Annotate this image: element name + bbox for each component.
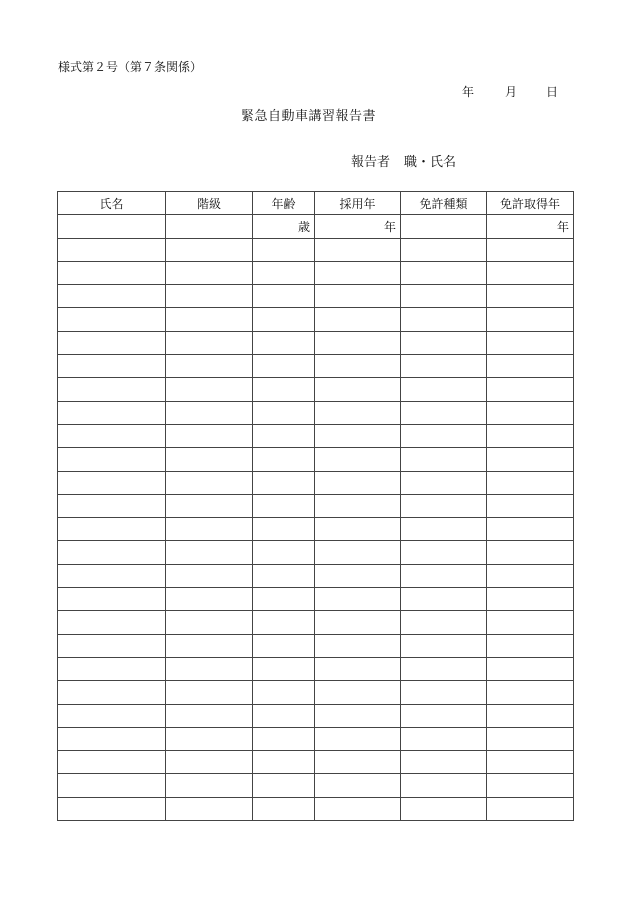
cell-age[interactable] bbox=[253, 727, 315, 750]
cell-license-type[interactable] bbox=[401, 541, 487, 564]
cell-age[interactable] bbox=[253, 285, 315, 308]
table-row bbox=[58, 727, 574, 750]
unit-row bbox=[58, 215, 574, 238]
cell-hire-year[interactable] bbox=[315, 611, 401, 634]
table-row bbox=[58, 704, 574, 727]
cell-license-type[interactable] bbox=[401, 564, 487, 587]
header-name: 氏名 bbox=[58, 192, 166, 215]
cell-age[interactable] bbox=[253, 564, 315, 587]
cell-age[interactable] bbox=[253, 704, 315, 727]
cell-license-type[interactable] bbox=[401, 634, 487, 657]
cell-hire-year[interactable] bbox=[315, 774, 401, 797]
cell-hire-year[interactable] bbox=[315, 657, 401, 680]
unit-cell-rank[interactable] bbox=[166, 215, 253, 238]
cell-rank[interactable] bbox=[166, 518, 253, 541]
unit-cell-age[interactable]: 歳 bbox=[253, 215, 315, 238]
cell-rank[interactable] bbox=[166, 401, 253, 424]
cell-name[interactable] bbox=[58, 471, 166, 494]
cell-name[interactable] bbox=[58, 681, 166, 704]
table-row bbox=[58, 797, 574, 820]
unit-cell-license-year[interactable]: 年 bbox=[487, 215, 574, 238]
cell-rank[interactable] bbox=[166, 238, 253, 261]
table-row bbox=[58, 564, 574, 587]
cell-name[interactable] bbox=[58, 448, 166, 471]
cell-age[interactable] bbox=[253, 611, 315, 634]
cell-license-year[interactable] bbox=[487, 751, 574, 774]
cell-license-type[interactable] bbox=[401, 308, 487, 331]
form-number: 様式第２号（第７条関係） bbox=[58, 60, 203, 74]
report-table bbox=[57, 191, 574, 821]
cell-rank[interactable] bbox=[166, 774, 253, 797]
cell-license-type[interactable] bbox=[401, 448, 487, 471]
cell-license-type[interactable] bbox=[401, 424, 487, 447]
header-hire-year: 採用年 bbox=[315, 192, 401, 215]
cell-name[interactable] bbox=[58, 238, 166, 261]
cell-license-type[interactable] bbox=[401, 471, 487, 494]
cell-license-year[interactable] bbox=[487, 564, 574, 587]
header-row bbox=[58, 192, 574, 215]
cell-age[interactable] bbox=[253, 634, 315, 657]
cell-license-year[interactable] bbox=[487, 588, 574, 611]
cell-rank[interactable] bbox=[166, 331, 253, 354]
cell-name[interactable] bbox=[58, 378, 166, 401]
table-row bbox=[58, 424, 574, 447]
table-row bbox=[58, 471, 574, 494]
cell-license-year[interactable] bbox=[487, 518, 574, 541]
cell-license-type[interactable] bbox=[401, 331, 487, 354]
cell-name[interactable] bbox=[58, 727, 166, 750]
cell-license-type[interactable] bbox=[401, 797, 487, 820]
cell-hire-year[interactable] bbox=[315, 308, 401, 331]
cell-license-year[interactable] bbox=[487, 308, 574, 331]
table-row bbox=[58, 751, 574, 774]
cell-age[interactable] bbox=[253, 657, 315, 680]
cell-name[interactable] bbox=[58, 518, 166, 541]
cell-name[interactable] bbox=[58, 424, 166, 447]
cell-rank[interactable] bbox=[166, 378, 253, 401]
cell-rank[interactable] bbox=[166, 751, 253, 774]
cell-hire-year[interactable] bbox=[315, 727, 401, 750]
date-month-label: 月 bbox=[505, 85, 518, 99]
cell-hire-year[interactable] bbox=[315, 261, 401, 284]
cell-license-year[interactable] bbox=[487, 727, 574, 750]
cell-rank[interactable] bbox=[166, 634, 253, 657]
cell-name[interactable] bbox=[58, 331, 166, 354]
cell-age[interactable] bbox=[253, 588, 315, 611]
cell-license-year[interactable] bbox=[487, 494, 574, 517]
table-row bbox=[58, 448, 574, 471]
cell-license-year[interactable] bbox=[487, 634, 574, 657]
date-day-label: 日 bbox=[546, 85, 559, 99]
cell-name[interactable] bbox=[58, 308, 166, 331]
cell-rank[interactable] bbox=[166, 797, 253, 820]
date-year-label: 年 bbox=[462, 85, 475, 99]
cell-name[interactable] bbox=[58, 285, 166, 308]
cell-age[interactable] bbox=[253, 355, 315, 378]
cell-rank[interactable] bbox=[166, 681, 253, 704]
cell-age[interactable] bbox=[253, 541, 315, 564]
table-row bbox=[58, 611, 574, 634]
cell-license-year[interactable] bbox=[487, 401, 574, 424]
cell-hire-year[interactable] bbox=[315, 448, 401, 471]
cell-rank[interactable] bbox=[166, 285, 253, 308]
table-row bbox=[58, 261, 574, 284]
cell-rank[interactable] bbox=[166, 308, 253, 331]
cell-name[interactable] bbox=[58, 261, 166, 284]
cell-age[interactable] bbox=[253, 471, 315, 494]
cell-age[interactable] bbox=[253, 681, 315, 704]
reporter-position-name-label: 職・氏名 bbox=[404, 155, 457, 170]
cell-license-type[interactable] bbox=[401, 494, 487, 517]
cell-license-year[interactable] bbox=[487, 378, 574, 401]
cell-hire-year[interactable] bbox=[315, 471, 401, 494]
cell-rank[interactable] bbox=[166, 471, 253, 494]
cell-name[interactable] bbox=[58, 588, 166, 611]
cell-license-year[interactable] bbox=[487, 774, 574, 797]
cell-hire-year[interactable] bbox=[315, 401, 401, 424]
header-license-type: 免許種類 bbox=[401, 192, 487, 215]
cell-license-type[interactable] bbox=[401, 611, 487, 634]
table-row bbox=[58, 518, 574, 541]
cell-rank[interactable] bbox=[166, 541, 253, 564]
cell-age[interactable] bbox=[253, 448, 315, 471]
cell-hire-year[interactable] bbox=[315, 285, 401, 308]
cell-license-year[interactable] bbox=[487, 261, 574, 284]
cell-rank[interactable] bbox=[166, 657, 253, 680]
cell-rank[interactable] bbox=[166, 448, 253, 471]
cell-license-year[interactable] bbox=[487, 238, 574, 261]
reporter-label: 報告者 bbox=[351, 155, 391, 170]
cell-license-year[interactable] bbox=[487, 448, 574, 471]
table-row bbox=[58, 681, 574, 704]
cell-hire-year[interactable] bbox=[315, 518, 401, 541]
cell-hire-year[interactable] bbox=[315, 797, 401, 820]
cell-license-type[interactable] bbox=[401, 285, 487, 308]
cell-license-year[interactable] bbox=[487, 331, 574, 354]
cell-license-year[interactable] bbox=[487, 285, 574, 308]
cell-license-type[interactable] bbox=[401, 401, 487, 424]
cell-rank[interactable] bbox=[166, 355, 253, 378]
cell-age[interactable] bbox=[253, 308, 315, 331]
cell-hire-year[interactable] bbox=[315, 378, 401, 401]
cell-name[interactable] bbox=[58, 401, 166, 424]
cell-hire-year[interactable] bbox=[315, 331, 401, 354]
cell-rank[interactable] bbox=[166, 588, 253, 611]
cell-license-type[interactable] bbox=[401, 238, 487, 261]
cell-age[interactable] bbox=[253, 751, 315, 774]
cell-name[interactable] bbox=[58, 611, 166, 634]
table-row bbox=[58, 657, 574, 680]
cell-hire-year[interactable] bbox=[315, 541, 401, 564]
cell-license-type[interactable] bbox=[401, 378, 487, 401]
cell-hire-year[interactable] bbox=[315, 751, 401, 774]
header-license-year: 免許取得年 bbox=[487, 192, 574, 215]
table-row bbox=[58, 238, 574, 261]
unit-cell-name[interactable] bbox=[58, 215, 166, 238]
cell-rank[interactable] bbox=[166, 704, 253, 727]
cell-name[interactable] bbox=[58, 541, 166, 564]
cell-rank[interactable] bbox=[166, 727, 253, 750]
cell-license-type[interactable] bbox=[401, 355, 487, 378]
cell-name[interactable] bbox=[58, 704, 166, 727]
header-age: 年齢 bbox=[253, 192, 315, 215]
cell-license-year[interactable] bbox=[487, 657, 574, 680]
cell-hire-year[interactable] bbox=[315, 704, 401, 727]
cell-license-year[interactable] bbox=[487, 611, 574, 634]
cell-license-year[interactable] bbox=[487, 471, 574, 494]
cell-license-type[interactable] bbox=[401, 518, 487, 541]
table-row bbox=[58, 401, 574, 424]
cell-license-year[interactable] bbox=[487, 797, 574, 820]
table-row bbox=[58, 308, 574, 331]
cell-age[interactable] bbox=[253, 424, 315, 447]
table-row bbox=[58, 774, 574, 797]
cell-license-type[interactable] bbox=[401, 774, 487, 797]
cell-license-type[interactable] bbox=[401, 588, 487, 611]
cell-name[interactable] bbox=[58, 774, 166, 797]
cell-license-type[interactable] bbox=[401, 704, 487, 727]
cell-hire-year[interactable] bbox=[315, 238, 401, 261]
table-row bbox=[58, 331, 574, 354]
cell-age[interactable] bbox=[253, 401, 315, 424]
cell-age[interactable] bbox=[253, 774, 315, 797]
cell-name[interactable] bbox=[58, 751, 166, 774]
cell-age[interactable] bbox=[253, 238, 315, 261]
cell-license-type[interactable] bbox=[401, 657, 487, 680]
cell-age[interactable] bbox=[253, 518, 315, 541]
cell-hire-year[interactable] bbox=[315, 494, 401, 517]
table-row bbox=[58, 541, 574, 564]
cell-age[interactable] bbox=[253, 378, 315, 401]
cell-rank[interactable] bbox=[166, 564, 253, 587]
cell-name[interactable] bbox=[58, 355, 166, 378]
table-row bbox=[58, 378, 574, 401]
cell-age[interactable] bbox=[253, 494, 315, 517]
cell-license-year[interactable] bbox=[487, 704, 574, 727]
cell-license-type[interactable] bbox=[401, 261, 487, 284]
unit-cell-hire-year[interactable]: 年 bbox=[315, 215, 401, 238]
cell-license-type[interactable] bbox=[401, 681, 487, 704]
cell-rank[interactable] bbox=[166, 611, 253, 634]
cell-name[interactable] bbox=[58, 657, 166, 680]
cell-hire-year[interactable] bbox=[315, 355, 401, 378]
cell-rank[interactable] bbox=[166, 261, 253, 284]
table-row bbox=[58, 634, 574, 657]
cell-hire-year[interactable] bbox=[315, 588, 401, 611]
reporter-line bbox=[351, 151, 456, 170]
cell-name[interactable] bbox=[58, 564, 166, 587]
cell-age[interactable] bbox=[253, 797, 315, 820]
cell-license-year[interactable] bbox=[487, 424, 574, 447]
document-title: 緊急自動車講習報告書 bbox=[241, 109, 377, 124]
table-row bbox=[58, 285, 574, 308]
cell-rank[interactable] bbox=[166, 424, 253, 447]
cell-age[interactable] bbox=[253, 261, 315, 284]
cell-license-type[interactable] bbox=[401, 751, 487, 774]
cell-age[interactable] bbox=[253, 331, 315, 354]
cell-license-year[interactable] bbox=[487, 355, 574, 378]
table-row bbox=[58, 494, 574, 517]
cell-name[interactable] bbox=[58, 797, 166, 820]
cell-license-type[interactable] bbox=[401, 727, 487, 750]
cell-license-year[interactable] bbox=[487, 541, 574, 564]
cell-hire-year[interactable] bbox=[315, 424, 401, 447]
cell-name[interactable] bbox=[58, 634, 166, 657]
unit-cell-license-type[interactable] bbox=[401, 215, 487, 238]
cell-rank[interactable] bbox=[166, 494, 253, 517]
cell-hire-year[interactable] bbox=[315, 564, 401, 587]
header-rank: 階級 bbox=[166, 192, 253, 215]
table-row bbox=[58, 588, 574, 611]
cell-hire-year[interactable] bbox=[315, 681, 401, 704]
cell-hire-year[interactable] bbox=[315, 634, 401, 657]
table-row bbox=[58, 355, 574, 378]
cell-name[interactable] bbox=[58, 494, 166, 517]
cell-license-year[interactable] bbox=[487, 681, 574, 704]
